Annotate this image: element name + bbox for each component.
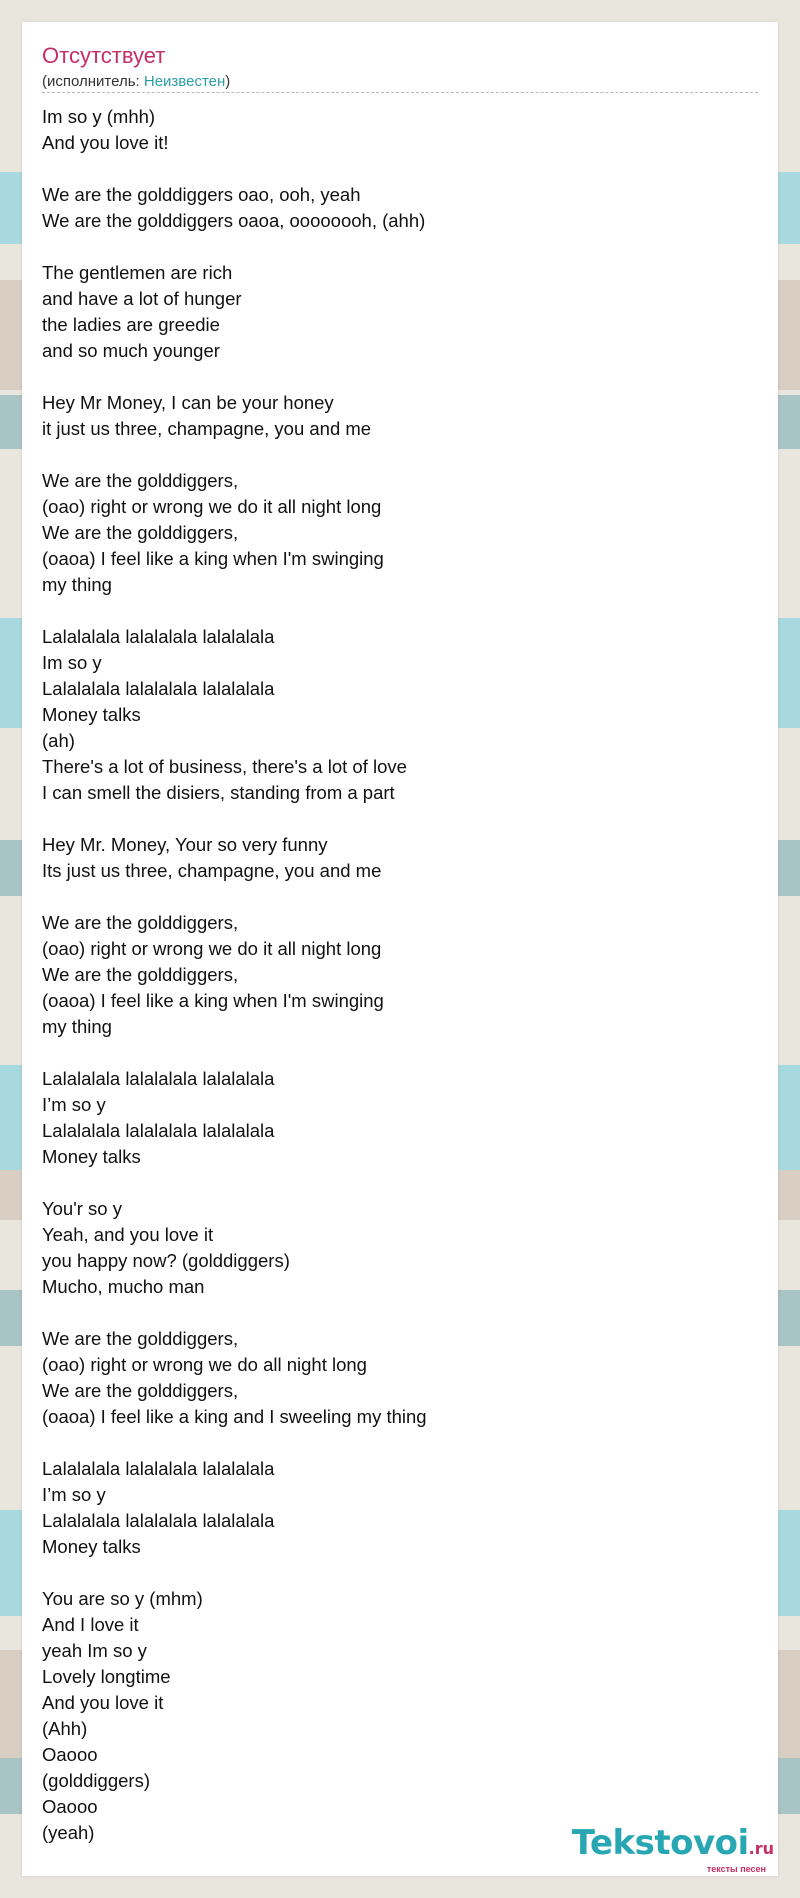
lyric-blank-line <box>42 806 758 832</box>
lyric-line: Money talks <box>42 704 141 725</box>
artist-link[interactable]: Неизвестен <box>143 73 226 90</box>
lyric-blank-line <box>42 884 758 910</box>
logo-wordmark <box>572 1825 774 1867</box>
lyric-line: Lalalalala lalalalala lalalalala <box>42 1120 275 1141</box>
lyric-line: We are the golddiggers, <box>42 1328 239 1349</box>
lyric-line: Im so y <box>42 652 102 673</box>
artist-suffix: ) <box>225 73 231 90</box>
lyric-line: the ladies are greedie <box>42 314 220 335</box>
lyric-line: And I love it <box>42 1614 139 1635</box>
lyric-line: (oaoa) I feel like a king when I'm swinging <box>42 990 384 1011</box>
artist-line <box>42 73 230 91</box>
lyric-line: I’m so y <box>42 1094 106 1115</box>
lyric-line: And you love it! <box>42 132 169 153</box>
artist-prefix: (исполнитель: <box>42 73 144 90</box>
lyric-blank-line <box>42 598 758 624</box>
lyric-blank-line <box>42 442 758 468</box>
lyric-line: (yeah) <box>42 1822 95 1843</box>
lyric-line: Oaooo <box>42 1796 98 1817</box>
lyric-blank-line <box>42 1040 758 1066</box>
lyric-line: There's a lot of business, there's a lot of love <box>42 756 407 777</box>
lyric-line: Hey Mr Money, I can be your honey <box>42 392 334 413</box>
lyric-line: yeah Im so y <box>42 1640 147 1661</box>
lyric-line: (Ahh) <box>42 1718 88 1739</box>
lyric-line: Hey Mr. Money, Your so very funny <box>42 834 328 855</box>
lyric-line: I can smell the disiers, standing from a part <box>42 782 395 803</box>
logo-name: Tekstovoi <box>571 1823 749 1863</box>
lyrics-card <box>22 22 778 1876</box>
lyric-line: (oao) right or wrong we do all night long <box>42 1354 367 1375</box>
lyric-line: You'r so y <box>42 1198 122 1219</box>
lyric-line: Im so y (mhh) <box>42 106 156 127</box>
lyric-line: Money talks <box>42 1536 141 1557</box>
lyric-line: And you love it <box>42 1692 164 1713</box>
lyric-line: Mucho, mucho man <box>42 1276 205 1297</box>
lyric-line: The gentlemen are rich <box>42 262 233 283</box>
lyric-line: We are the golddiggers, <box>42 912 239 933</box>
title-divider <box>42 92 758 93</box>
lyric-line: We are the golddiggers, <box>42 470 239 491</box>
lyric-line: my thing <box>42 1016 112 1037</box>
lyric-blank-line <box>42 1300 758 1326</box>
lyric-line: Lalalalala lalalalala lalalalala <box>42 626 275 647</box>
lyric-line: (golddiggers) <box>42 1770 150 1791</box>
lyric-line: you happy now? (golddiggers) <box>42 1250 290 1271</box>
site-logo[interactable] <box>572 1825 774 1874</box>
lyric-blank-line <box>42 234 758 260</box>
lyric-line: Lalalalala lalalalala lalalalala <box>42 1510 275 1531</box>
lyric-line: (oao) right or wrong we do it all night long <box>42 938 382 959</box>
logo-tld: .ru <box>748 1839 774 1858</box>
lyric-line: We are the golddiggers oao, ooh, yeah <box>42 184 361 205</box>
lyric-line: We are the golddiggers, <box>42 522 239 543</box>
lyric-line: We are the golddiggers, <box>42 964 239 985</box>
logo-tagline: тексты песен <box>706 1864 766 1874</box>
lyric-blank-line <box>42 1430 758 1456</box>
lyrics-text <box>42 104 758 1846</box>
lyric-line: You are so y (mhm) <box>42 1588 203 1609</box>
lyric-line: and so much younger <box>42 340 220 361</box>
lyric-blank-line <box>42 364 758 390</box>
lyric-line: Money talks <box>42 1146 141 1167</box>
lyric-line: Yeah, and you love it <box>42 1224 214 1245</box>
lyric-line: (oao) right or wrong we do it all night long <box>42 496 382 517</box>
lyric-line: Lalalalala lalalalala lalalalala <box>42 678 275 699</box>
lyric-line: (ah) <box>42 730 75 751</box>
lyric-line: We are the golddiggers oaoa, oooooooh, (ahh) <box>42 210 426 231</box>
lyric-line: my thing <box>42 574 112 595</box>
lyric-line: Oaooo <box>42 1744 98 1765</box>
lyric-line: I’m so y <box>42 1484 106 1505</box>
lyric-line: Lovely longtime <box>42 1666 171 1687</box>
lyric-blank-line <box>42 1560 758 1586</box>
lyric-line: We are the golddiggers, <box>42 1380 239 1401</box>
lyric-blank-line <box>42 1170 758 1196</box>
song-title: Отсутствует <box>42 43 166 68</box>
lyric-line: (oaoa) I feel like a king when I'm swinging <box>42 548 384 569</box>
lyric-line: and have a lot of hunger <box>42 288 242 309</box>
lyric-blank-line <box>42 156 758 182</box>
lyric-line: Its just us three, champagne, you and me <box>42 860 382 881</box>
lyric-line: it just us three, champagne, you and me <box>42 418 372 439</box>
lyric-line: Lalalalala lalalalala lalalalala <box>42 1068 275 1089</box>
lyric-line: Lalalalala lalalalala lalalalala <box>42 1458 275 1479</box>
lyric-line: (oaoa) I feel like a king and I sweeling my thing <box>42 1406 427 1427</box>
